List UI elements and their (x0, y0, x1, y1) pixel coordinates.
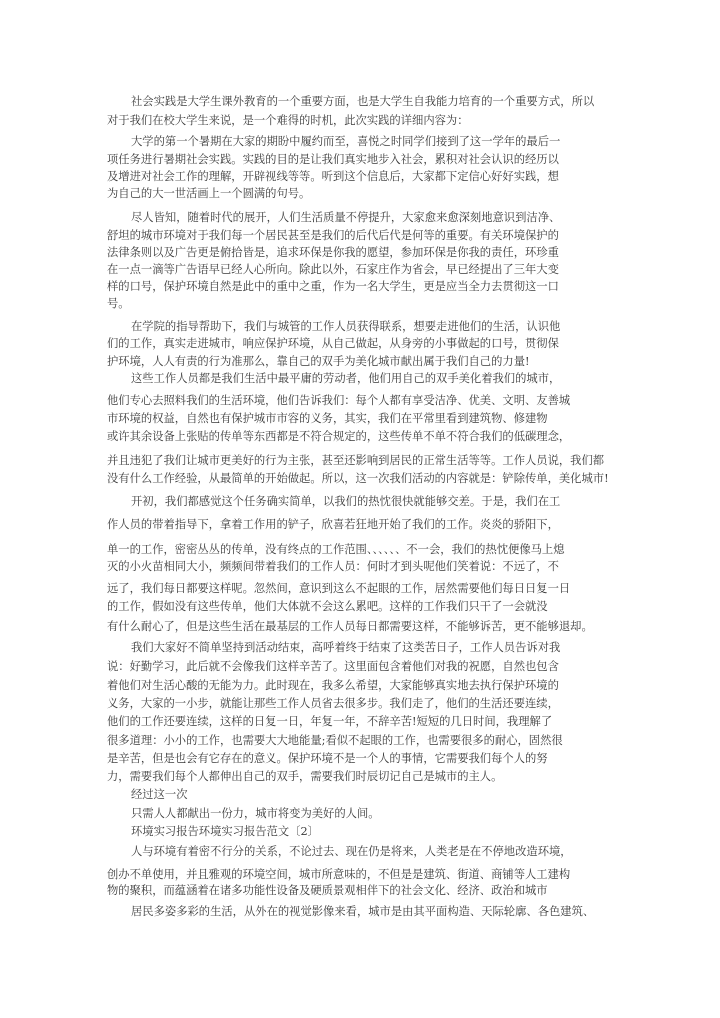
paragraph-line: 是辛苦，但是也会有它存在的意义。保护环境不是一个人的事情，它需要我们每个人的努 (107, 752, 548, 765)
paragraph-line: 着他们对生活心酸的无能为力。此时现在，我多么希望，大家能够真实地去执行保护环境的 (107, 679, 559, 692)
paragraph-line: 或许其余设备上张贴的传单等东西都是不符合规定的，这些传单不单不符合我们的低碳理念， (107, 430, 571, 443)
paragraph-line: 对于我们在校大学生来说，是一个难得的时机，此次实践的详细内容为： (107, 114, 469, 127)
paragraph-line: 作人员的带着指导下，拿着工作用的铲子，欣喜若狂地开始了我们的工作。炎炎的骄阳下， (107, 518, 559, 531)
paragraph-line: 们的工作，真实走进城市，响应保护环境，从自己做起，从身旁的小事做起的口号，贯彻保 (107, 337, 559, 350)
paragraph-line: 他们的工作还要连续，这样的日复一日，年复一年，不辞辛苦!短短的几日时间，我理解了 (107, 715, 553, 728)
paragraph-line: 并且违犯了我们让城市更美好的行为主张，甚至还影响到居民的正常生活等等。工作人员说，我们都 (107, 454, 605, 467)
paragraph-line: 号。 (107, 297, 130, 310)
paragraph-line: 我们大家好不简单坚持到活动结束，高呼着终于结束了这类苦日子，工作人员告诉对我 (131, 641, 561, 654)
section-heading: 环境实习报告环境实习报告范文〔2〕 (131, 825, 319, 838)
paragraph-line: 远了，我们每日都要这样呢。忽然间，意识到这么不起眼的工作，居然需要他们每日日复一日 (107, 582, 571, 595)
paragraph-line: 物的聚积，而蕴涵着在诸多功能性设备及硬质景观相伴下的社会文化、经济、政治和城市 (107, 884, 548, 897)
paragraph-line: 经过这一次 (131, 788, 188, 801)
paragraph-line: 社会实践是大学生课外教育的一个重要方面，也是大学生自我能力培育的一个重要方式，所以 (131, 95, 595, 108)
paragraph-line: 力，需要我们每个人都伸出自己的双手，需要我们时辰切记自己是城市的主人。 (107, 770, 503, 783)
paragraph-line: 开初，我们都感觉这个任务确实简单，以我们的热忱很快就能够交差。于是，我们在工 (131, 495, 561, 508)
paragraph-line: 舒坦的城市环境对于我们每一个居民甚至是我们的后代后代是何等的重要。有关环境保护的 (107, 229, 559, 242)
paragraph-line: 灭的小火苗相同大小，频频间带着我们的工作人员：何时才到头呢他们笑着说：不远了，不 (107, 560, 559, 573)
paragraph-line: 法律条则以及广告更是俯拾皆是，追求环保是你我的愿望，参加环保是你我的责任，环珍重 (107, 246, 559, 259)
paragraph-line: 的工作，假如没有这些传单，他们大体就不会这么累吧。这样的工作我们只干了一会就没 (107, 600, 548, 613)
paragraph-line: 这些工作人员都是我们生活中最平庸的劳动者，他们用自己的双手美化着我们的城市， (131, 372, 561, 385)
paragraph-line: 很多道理：小小的工作，也需要大大地能量;看似不起眼的工作，也需要很多的耐心，固然很 (107, 734, 563, 747)
paragraph-line: 护环境，人人有责的行为准那么，靠自己的双手为美化城市献出属于我们自己的力量! (107, 355, 530, 368)
paragraph-line: 只需人人都献出一份力，城市将变为美好的人间。 (131, 807, 380, 820)
paragraph-line: 在学院的指导帮助下，我们与城管的工作人员获得联系，想要走进他们的生活，认识他 (131, 320, 561, 333)
paragraph-line: 有什么耐心了，但是这些生活在最基层的工作人员每日都需要这样，不能够诉苦，更不能够退却。 (107, 620, 593, 633)
paragraph-line: 创办不单使用，并且雅观的环境空间，城市所意味的，不但是是建筑、街道、商铺等人工建构 (107, 868, 571, 881)
paragraph-line: 居民多姿多彩的生活，从外在的视觉影像来看，城市是由其平面构造、天际轮廓、各色建筑、 (131, 905, 595, 918)
paragraph-line: 他们专心去照料我们的生活环境，他们告诉我们：每个人都有享受洁净、优美、文明、友善城 (107, 394, 571, 407)
paragraph-line: 样的口号，保护环境自然是此中的重中之重，作为一名大学生，更是应当全力去贯彻这一口 (107, 280, 559, 293)
paragraph-line: 大学的第一个暑期在大家的期盼中履约而至，喜悦之时同学们接到了这一学年的最后一 (131, 135, 561, 148)
paragraph-line: 项任务进行暑期社会实践。实践的目的是让我们真实地步入社会，累积对社会认识的经历以 (107, 153, 559, 166)
paragraph-line: 尽人皆知，随着时代的展开，人们生活质量不停提升，大家愈来愈深刻地意识到洁净、 (131, 211, 561, 224)
paragraph-line: 在一点一滴等广告语早已经人心所向。除此以外，石家庄作为省会，早已经提出了三年大变 (107, 263, 559, 276)
paragraph-line: 及增进对社会工作的理解，开辟视线等等。听到这个信息后，大家都下定信心好好实践，想 (107, 170, 559, 183)
paragraph-line: 义务，大家的一小步，就能让那些工作人员省去很多步。我们走了，他们的生活还要连续， (107, 697, 559, 710)
paragraph-line: 为自己的大一世活画上一个圆满的句号。 (107, 187, 311, 200)
paragraph-line: 人与环境有着密不行分的关系，不论过去、现在仍是将来，人类老是在不停地改造环境， (131, 845, 572, 858)
paragraph-line: 说：好勤学习，此后就不会像我们这样辛苦了。这里面包含着他们对我的祝愿，自然也包含 (107, 660, 559, 673)
paragraph-line: 市环境的权益，自然也有保护城市市容的义务，其实，我们在平常里看到建筑物、修建物 (107, 412, 548, 425)
paragraph-line: 没有什么工作经验，从最简单的开始做起。所以，这一次我们活动的内容就是：铲除传单，美化城市! (107, 472, 609, 485)
paragraph-line: 单一的工作，密密丛丛的传单，没有终点的工作范围、、、、、、不一会，我们的热忱便像马上熄 (107, 543, 565, 556)
